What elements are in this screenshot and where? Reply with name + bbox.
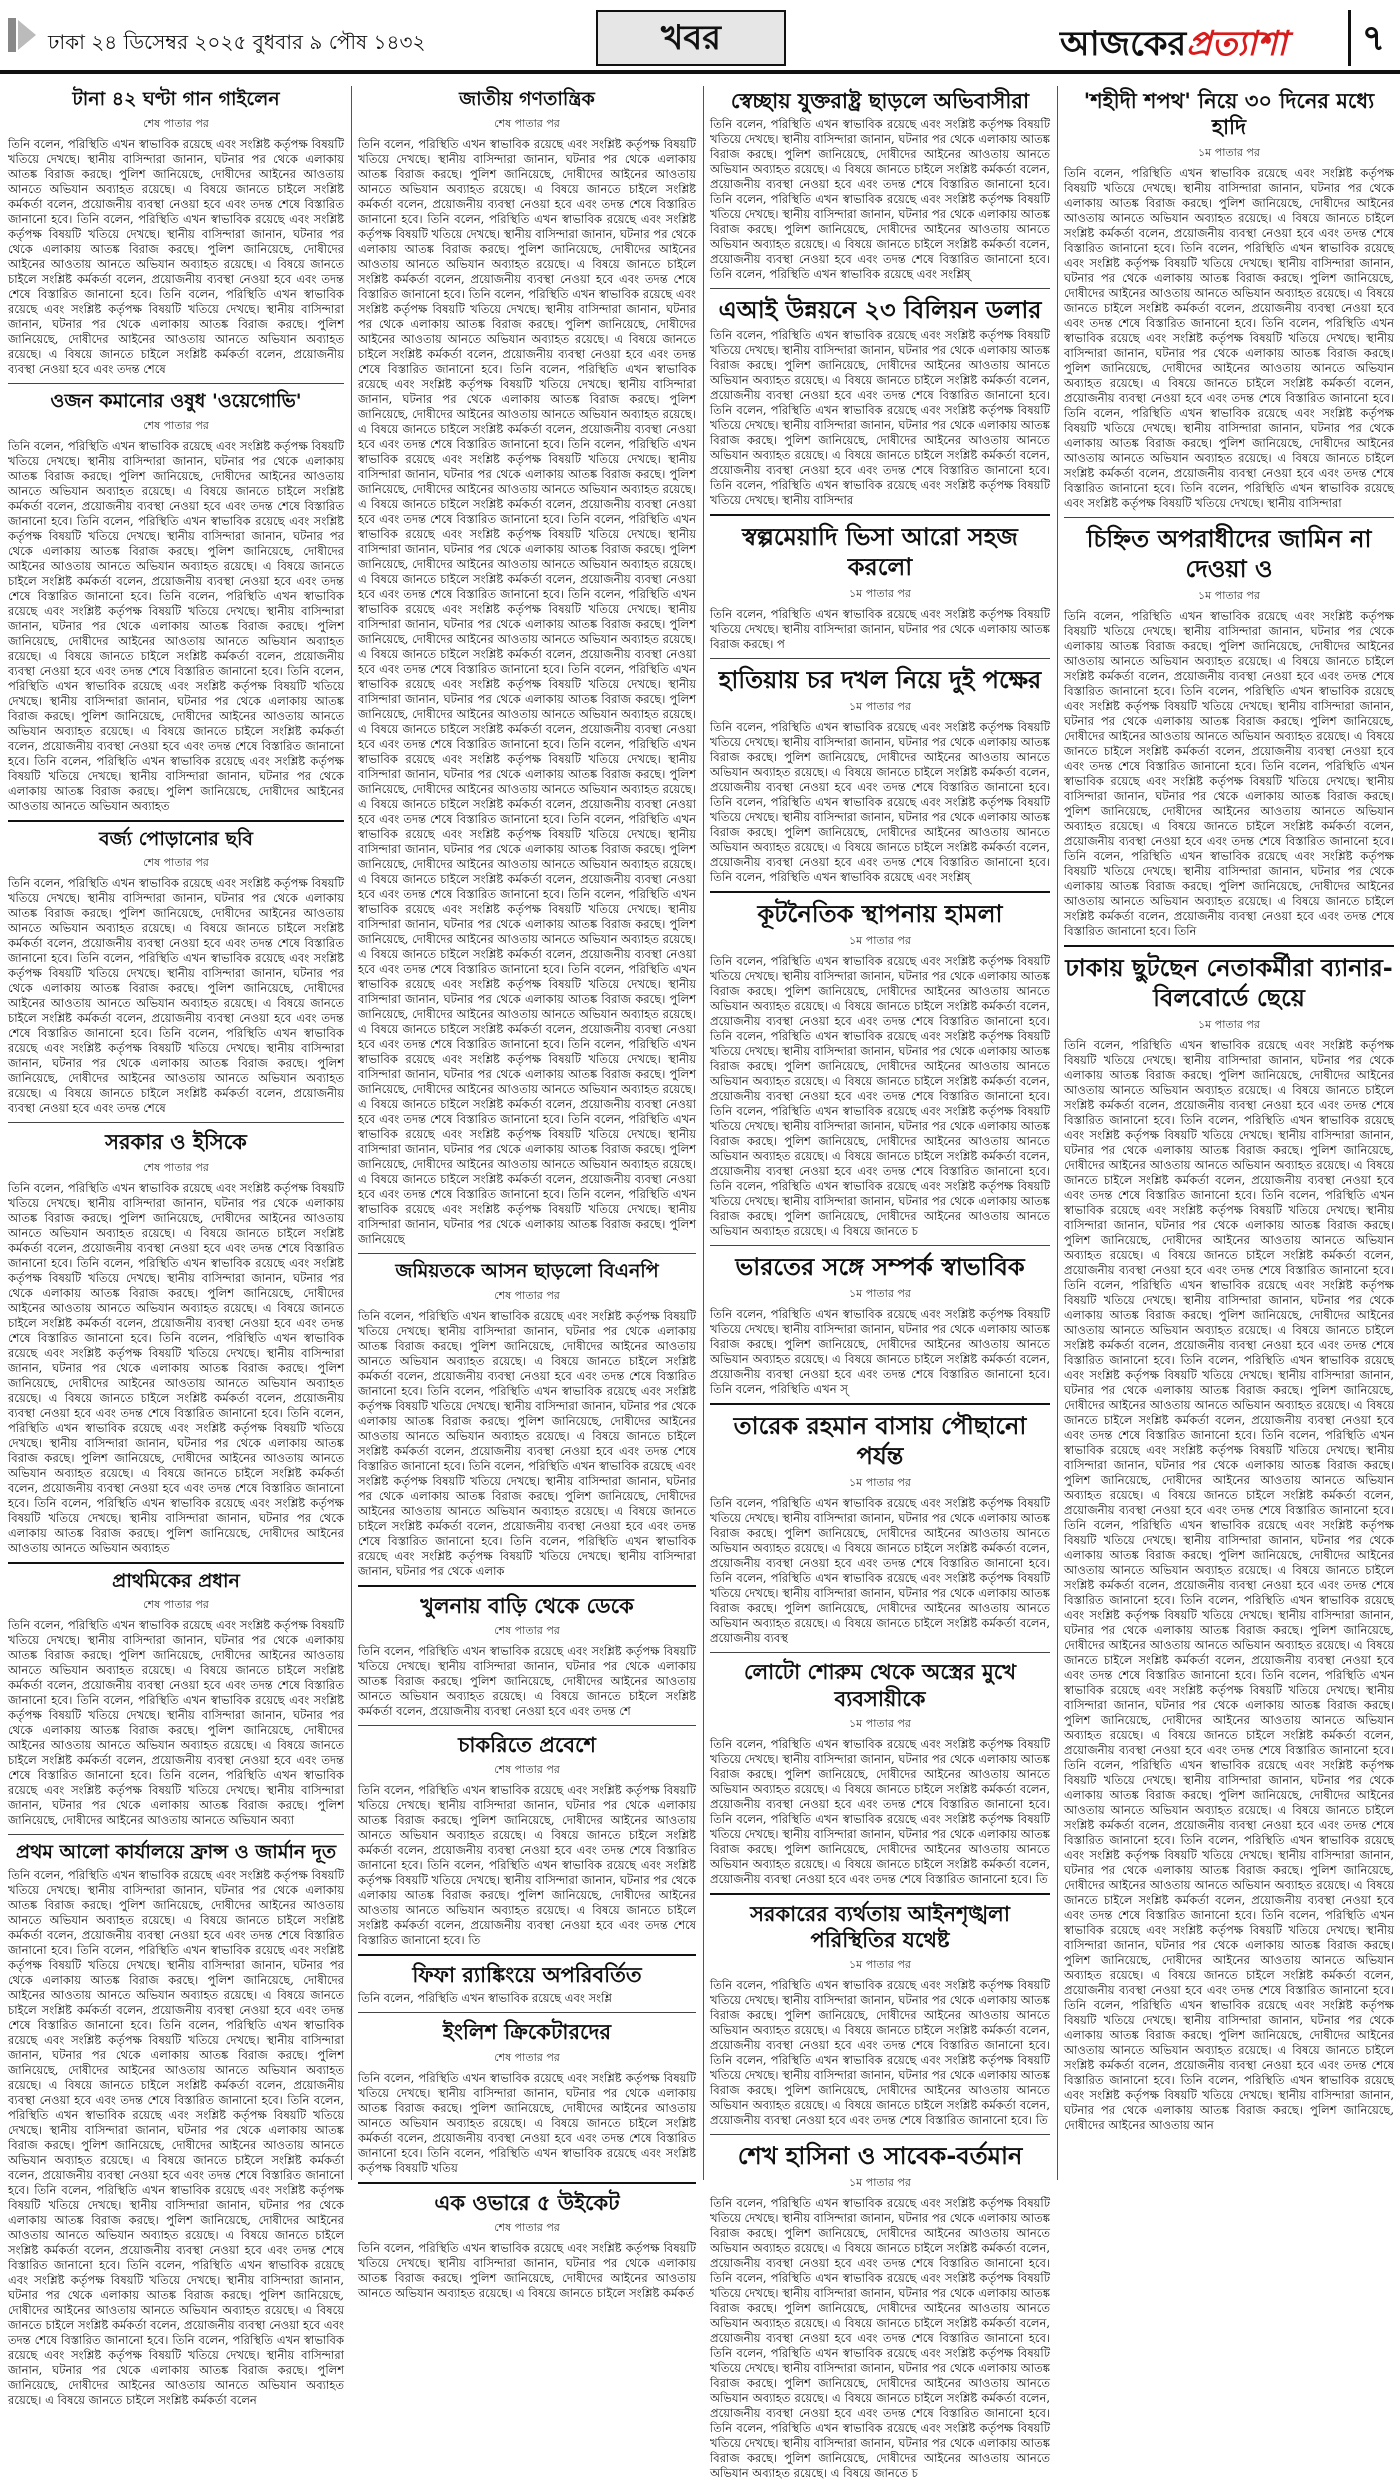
article-body: তিনি বলেন, পরিস্থিতি এখন স্বাভাবিক রয়েছে এবং সংশ্লিষ্ট কর্তৃপক্ষ বিষয়টি খতিয়ে দেখছে। স্থানীয় বাসিন্দারা জানান, ঘটনার পর থেকে এলাকায় আতঙ্ক বিরাজ করছে। পুলিশ জানিয়েছে, দোষীদের আইনের আওতায় আনতে অভিযান অব্যাহত রয়েছে। এ বিষয়ে জানতে চাইলে সংশ্লিষ্ট কর্মকর্তা বলেন, প্রয়োজনীয় ব্যবস্থা নেওয়া হবে এবং তদন্ত শেষে বিস্তারিত জানানো হবে। তিনি বলেন, পরিস্থিতি এখন স্বাভাবিক রয়েছে এবং সংশ্লিষ্ট কর্তৃপক্ষ বিষয়টি খতিয়ে দেখছে। স্থানীয় বাসিন্দারা জানান, ঘটনার পর থেকে এলাকায় আতঙ্ক বিরাজ করছে। পুলিশ জানিয়েছে, দোষীদের আইনের আওতায় আনতে অভিযান অব্যাহত রয়েছে। এ বিষয়ে জানতে চাইলে সংশ্লিষ্ট কর্মকর্তা বলেন, প্রয়োজনীয় ব্যবস্থ xyxy=(710,1496,1050,1646)
article-separator xyxy=(358,1954,696,1956)
article-body: তিনি বলেন, পরিস্থিতি এখন স্বাভাবিক রয়েছে এবং সংশ্লিষ্ট কর্তৃপক্ষ বিষয়টি খতিয়ে দেখছে। স্থানীয় বাসিন্দারা জানান, ঘটনার পর থেকে এলাকায় আতঙ্ক বিরাজ করছে। পুলিশ জানিয়েছে, দোষীদের আইনের আওতায় আনতে অভিযান অব্যাহত রয়েছে। এ বিষয়ে জানতে চাইলে সংশ্লিষ্ট কর্মকর্তা বলেন, প্রয়োজনীয় ব্যবস্থা নেওয়া হবে এবং তদন্ত শেষে বিস্তারিত জানানো হবে। তিনি বলেন, পরিস্থিতি এখন স্বাভাবিক রয়েছে এবং সংশ্লিষ্ট কর্তৃপক্ষ বিষয়টি খতিয়ে দেখছে। স্থানীয় বাসিন্দারা জানান, ঘটনার পর থেকে এলাকায় আতঙ্ক বিরাজ করছে। পুলিশ জানিয়েছে, দোষীদের আইনের আওতায় আনতে অভিযান অব্যাহত রয়েছে। এ বিষয়ে জানতে চাইলে সংশ্লিষ্ট কর্মকর্তা বলেন, প্রয়োজনীয় ব্যবস্থা নেওয়া হবে এবং তদন্ত শেষে বিস্তারিত জানানো হবে। তিনি বলেন, পরিস্থিতি এখন স্বাভাবিক রয়েছে এবং সংশ্লিষ্ xyxy=(710,720,1050,885)
article-body: তিনি বলেন, পরিস্থিতি এখন স্বাভাবিক রয়েছে এবং সংশ্লিষ্ট কর্তৃপক্ষ বিষয়টি খতিয়ে দেখছে। স্থানীয় বাসিন্দারা জানান, ঘটনার পর থেকে এলাকায় আতঙ্ক বিরাজ করছে। পুলিশ জানিয়েছে, দোষীদের আইনের আওতায় আনতে অভিযান অব্যাহত রয়েছে। এ বিষয়ে জানতে চাইলে সংশ্লিষ্ট কর্মকর্তা বলেন, প্রয়োজনীয় ব্যবস্থা নেওয়া হবে এবং তদন্ত শেষে বিস্তারিত জানানো হবে। তিনি বলেন, পরিস্থিতি এখন স্বাভাবিক রয়েছে এবং সংশ্লিষ্ট কর্তৃপক্ষ বিষয়টি খতিয়ে দেখছে। স্থানীয় বাসিন্দারা জানান, ঘটনার পর থেকে এলাকায় আতঙ্ক বিরাজ করছে। পুলিশ জানিয়েছে, দোষীদের আইনের আওতায় আনতে অভিযান অব্যাহত রয়েছে। এ বিষয়ে জানতে চাইলে সংশ্লিষ্ট কর্মকর্তা বলেন, প্রয়োজনীয় ব্যবস্থা নেওয়া হবে এবং তদন্ত শেষে বিস্তারিত জানানো হবে। তিনি বলেন, পরিস্থিতি এখন স্বাভাবিক রয়েছে এবং সংশ্লিষ্ট কর্তৃপক্ষ বিষয়টি খতিয়ে দেখছে। স্থানীয় বাসিন্দারা জানান, ঘটনার পর থেকে এলাকায় আতঙ্ক বিরাজ করছে। পুলিশ জানিয়েছে, দোষীদের আইনের আওতায় আনতে অভিযান অব্যাহত রয়েছে। এ বিষয়ে জানতে চাইলে সংশ্লিষ্ট কর্মকর্তা বলেন, প্রয়োজনীয় ব্যবস্থা নেওয়া হবে এবং তদন্ত শেষে xyxy=(8,136,344,376)
newspaper-logo xyxy=(1060,18,1287,75)
article-headline[interactable]: সরকারের ব্যর্থতায় আইনশৃঙ্খলা পরিস্থিতির যথেষ্ট xyxy=(750,1901,1010,1952)
article-headline[interactable]: ঢাকায় ছুটছেন নেতাকর্মীরা ব্যানার-বিলবোর্ডে ছেয়ে xyxy=(1065,953,1393,1012)
article-body: তিনি বলেন, পরিস্থিতি এখন স্বাভাবিক রয়েছে এবং সংশ্লিষ্ট কর্তৃপক্ষ বিষয়টি খতিয়ে দেখছে। স্থানীয় বাসিন্দারা জানান, ঘটনার পর থেকে এলাকায় আতঙ্ক বিরাজ করছে। পুলিশ জানিয়েছে, দোষীদের আইনের আওতায় আনতে অভিযান অব্যাহত রয়েছে। এ বিষয়ে জানতে চাইলে সংশ্লিষ্ট কর্মকর্তা বলেন, প্রয়োজনীয় ব্যবস্থা নেওয়া হবে এবং তদন্ত শেষে বিস্তারিত জানানো হবে। তিনি বলেন, পরিস্থিতি এখন স্বাভাবিক রয়েছে এবং সংশ্লিষ্ট কর্তৃপক্ষ বিষয়টি খতিয়ে দেখছে। স্থানীয় বাসিন্দারা জানান, ঘটনার পর থেকে এলাকায় আতঙ্ক বিরাজ করছে। পুলিশ জানিয়েছে, দোষীদের আইনের আওতায় আনতে অভিযান অব্যাহত রয়েছে। এ বিষয়ে জানতে চাইলে সংশ্লিষ্ট কর্মকর্তা বলেন, প্রয়োজনীয় ব্যবস্থা নেওয়া হবে এবং তদন্ত শেষে বিস্তারিত জানানো হবে। তিনি বলেন, পরিস্থিতি এখন স্বাভাবিক রয়েছে এবং সংশ্লিষ্ট কর্তৃপক্ষ বিষয়টি খতিয়ে দেখছে। স্থানীয় বাসিন্দারা জানান, ঘটনার পর থেকে এলাকায় আতঙ্ক বিরাজ করছে। পুলিশ জানিয়েছে, দোষীদের আইনের আওতায় আনতে অভিযান অব্যাহত রয়েছে। এ বিষয়ে জানতে চাইলে সংশ্লিষ্ট কর্মকর্তা বলেন, প্রয়োজনীয় ব্যবস্থা নেওয়া হবে এবং তদন্ত শেষে বিস্তারিত জানানো হবে। তিনি বলেন, পরিস্থিতি এখন স্বাভাবিক রয়েছে এবং সংশ্লিষ্ট কর্তৃপক্ষ বিষয়টি খতিয়ে দেখছে। স্থানীয় বাসিন্দারা জানান, ঘটনার পর থেকে এলাকায় আতঙ্ক বিরাজ করছে। পুলিশ জানিয়েছে, দোষীদের আইনের আওতায় আনতে অভিযান অব্যাহত রয়েছে। এ বিষয়ে জানতে চাইলে সংশ্লিষ্ট কর্মকর্তা বলেন, প্রয়োজনীয় ব্যবস্থা নেওয়া হবে এবং তদন্ত শেষে বিস্তারিত জানানো হবে। তিনি বলেন, পরিস্থিতি এখন স্বাভাবিক রয়েছে এবং সংশ্লিষ্ট কর্তৃপক্ষ বিষয়টি খতিয়ে দেখছে। স্থানীয় বাসিন্দারা জানান, ঘটনার পর থেকে এলাকায় আতঙ্ক বিরাজ করছে। পুলিশ জানিয়েছে, দোষীদের আইনের আওতায় আনতে অভিযান অব্যাহত রয়েছে। এ বিষয়ে জানতে চাইলে সংশ্লিষ্ট কর্মকর্তা বলেন, প্রয়োজনীয় ব্যবস্থা নেওয়া হবে এবং তদন্ত শেষে বিস্তারিত জানানো হবে। তিনি বলেন, পরিস্থিতি এখন স্বাভাবিক রয়েছে এবং সংশ্লিষ্ট কর্তৃপক্ষ বিষয়টি খতিয়ে দেখছে। স্থানীয় বাসিন্দারা জানান, ঘটনার পর থেকে এলাকায় আতঙ্ক বিরাজ করছে। পুলিশ জানিয়েছে, দোষীদের আইনের আওতায় আনতে অভিযান অব্যাহত রয়েছে। এ বিষয়ে জানতে চাইলে সংশ্লিষ্ট কর্মকর্তা বলেন, প্রয়োজনীয় ব্যবস্থা নেওয়া হবে এবং তদন্ত শেষে বিস্তারিত জানানো হবে। তিনি বলেন, পরিস্থিতি এখন স্বাভাবিক রয়েছে এবং সংশ্লিষ্ট কর্তৃপক্ষ বিষয়টি খতিয়ে দেখছে। স্থানীয় বাসিন্দারা জানান, ঘটনার পর থেকে এলাকায় আতঙ্ক বিরাজ করছে। পুলিশ জানিয়েছে, দোষীদের আইনের আওতায় আনতে অভিযান অব্যাহত রয়েছে। এ বিষয়ে জানতে চাইলে সংশ্লিষ্ট কর্মকর্তা বলেন, প্রয়োজনীয় ব্যবস্থা নেওয়া হবে এবং তদন্ত শেষে বিস্তারিত জানানো হবে। তিনি বলেন, পরিস্থিতি এখন স্বাভাবিক রয়েছে এবং সংশ্লিষ্ট কর্তৃপক্ষ বিষয়টি খতিয়ে দেখছে। স্থানীয় বাসিন্দারা জানান, ঘটনার পর থেকে এলাকায় আতঙ্ক বিরাজ করছে। পুলিশ জানিয়েছে, দোষীদের আইনের আওতায় আনতে অভিযান অব্যাহত রয়েছে। এ বিষয়ে জানতে চাইলে সংশ্লিষ্ট কর্মকর্তা বলেন, প্রয়োজনীয় ব্যবস্থা নেওয়া হবে এবং তদন্ত শেষে বিস্তারিত জানানো হবে। তিনি বলেন, পরিস্থিতি এখন স্বাভাবিক রয়েছে এবং সংশ্লিষ্ট কর্তৃপক্ষ বিষয়টি খতিয়ে দেখছে। স্থানীয় বাসিন্দারা জানান, ঘটনার পর থেকে এলাকায় আতঙ্ক বিরাজ করছে। পুলিশ জানিয়েছে, দোষীদের আইনের আওতায় আনতে অভিযান অব্যাহত রয়েছে। এ বিষয়ে জানতে চাইলে সংশ্লিষ্ট কর্মকর্তা বলেন, প্রয়োজনীয় ব্যবস্থা নেওয়া হবে এবং তদন্ত শেষে বিস্তারিত জানানো হবে। তিনি বলেন, পরিস্থিতি এখন স্বাভাবিক রয়েছে এবং সংশ্লিষ্ট কর্তৃপক্ষ বিষয়টি খতিয়ে দেখছে। স্থানীয় বাসিন্দারা জানান, ঘটনার পর থেকে এলাকায় আতঙ্ক বিরাজ করছে। পুলিশ জানিয়েছে, দোষীদের আইনের আওতায় আনতে অভিযান অব্যাহত রয়েছে। এ বিষয়ে জানতে চাইলে সংশ্লিষ্ট কর্মকর্তা বলেন, প্রয়োজনীয় ব্যবস্থা নেওয়া হবে এবং তদন্ত শেষে বিস্তারিত জানানো হবে। তিনি বলেন, পরিস্থিতি এখন স্বাভাবিক রয়েছে এবং সংশ্লিষ্ট কর্তৃপক্ষ বিষয়টি খতিয়ে দেখছে। স্থানীয় বাসিন্দারা জানান, ঘটনার পর থেকে এলাকায় আতঙ্ক বিরাজ করছে। পুলিশ জানিয়েছে, দোষীদের আইনের আওতায় আনতে অভিযান অব্যাহত রয়েছে। এ বিষয়ে জানতে চাইলে সংশ্লিষ্ট কর্মকর্তা বলেন, প্রয়োজনীয় ব্যবস্থা নেওয়া হবে এবং তদন্ত শেষে বিস্তারিত জানানো হবে। তিনি বলেন, পরিস্থিতি এখন স্বাভাবিক রয়েছে এবং সংশ্লিষ্ট কর্তৃপক্ষ বিষয়টি খতিয়ে দেখছে। স্থানীয় বাসিন্দারা জানান, ঘটনার পর থেকে এলাকায় আতঙ্ক বিরাজ করছে। পুলিশ জানিয়েছে, দোষীদের আইনের আওতায় আনতে অভিযান অব্যাহত রয়েছে। এ বিষয়ে জানতে চাইলে সংশ্লিষ্ট কর্মকর্তা বলেন, প্রয়োজনীয় ব্যবস্থা নেওয়া হবে এবং তদন্ত শেষে বিস্তারিত জানানো হবে। তিনি বলেন, পরিস্থিতি এখন স্বাভাবিক রয়েছে এবং সংশ্লিষ্ট কর্তৃপক্ষ বিষয়টি খতিয়ে দেখছে। স্থানীয় বাসিন্দারা জানান, ঘটনার পর থেকে এলাকায় আতঙ্ক বিরাজ করছে। পুলিশ জানিয়েছে, দোষীদের আইনের আওতায় আনতে অভিযান অব্যাহত রয়েছে। এ বিষয়ে জানতে চাইলে সংশ্লিষ্ট কর্মকর্তা বলেন, প্রয়োজনীয় ব্যবস্থা নেওয়া হবে এবং তদন্ত শেষে বিস্তারিত জানানো হবে। তিনি বলেন, পরিস্থিতি এখন স্বাভাবিক রয়েছে এবং সংশ্লিষ্ট কর্তৃপক্ষ বিষয়টি খতিয়ে দেখছে। স্থানীয় বাসিন্দারা জানান, ঘটনার পর থেকে এলাকায় আতঙ্ক বিরাজ করছে। পুলিশ জানিয়েছে, দোষীদের আইনের আওতায় আনতে অভিযান অব্যাহত রয়েছে। এ বিষয়ে জানতে চাইলে সংশ্লিষ্ট কর্মকর্তা বলেন, প্রয়োজনীয় ব্যবস্থা নেওয়া হবে এবং তদন্ত শেষে বিস্তারিত জানানো হবে। তিনি বলেন, পরিস্থিতি এখন স্বাভাবিক রয়েছে এবং সংশ্লিষ্ট কর্তৃপক্ষ বিষয়টি খতিয়ে দেখছে। স্থানীয় বাসিন্দারা জানান, ঘটনার পর থেকে এলাকায় আতঙ্ক বিরাজ করছে। পুলিশ জানিয়েছে xyxy=(358,136,696,1246)
article-separator xyxy=(358,2182,696,2184)
article-separator xyxy=(710,1245,1050,1246)
continuation-note: শেষ পাতার পর xyxy=(494,1288,560,1302)
article-headline[interactable]: প্রথম আলো কার্যালয়ে ফ্রান্স ও জার্মান দূত xyxy=(15,1841,337,1864)
article-separator xyxy=(710,891,1050,893)
article-headline[interactable]: স্বল্পমেয়াদি ভিসা আরো সহজ করলো xyxy=(742,523,1018,582)
article-headline[interactable]: এআই উন্নয়নে ২৩ বিলিয়ন ডলার xyxy=(718,296,1042,325)
article-separator xyxy=(710,288,1050,289)
article-headline[interactable]: প্রাথমিকের প্রধান xyxy=(112,1569,240,1592)
article xyxy=(8,1129,344,1555)
article-separator xyxy=(710,1403,1050,1405)
article-body: তিনি বলেন, পরিস্থিতি এখন স্বাভাবিক রয়েছে এবং সংশ্লিষ্ট কর্তৃপক্ষ বিষয়টি খতিয়ে দেখছে। স্থানীয় বাসিন্দারা জানান, ঘটনার পর থেকে এলাকায় আতঙ্ক বিরাজ করছে। পুলিশ জানিয়েছে, দোষীদের আইনের আওতায় আনতে অভিযান অব্যাহত রয়েছে। এ বিষয়ে জানতে চাইলে সংশ্লিষ্ট কর্মকর্তা বলেন, প্রয়োজনীয় ব্যবস্থা নেওয়া হবে এবং তদন্ত শেষে বিস্তারিত জানানো হবে। তিনি বলেন, পরিস্থিতি এখন স্বাভাবিক রয়েছে এবং সংশ্লিষ্ট কর্তৃপক্ষ বিষয়টি খতিয়ে দেখছে। স্থানীয় বাসিন্দারা জানান, ঘটনার পর থেকে এলাকায় আতঙ্ক বিরাজ করছে। পুলিশ জানিয়েছে, দোষীদের আইনের আওতায় আনতে অভিযান অব্যাহত রয়েছে। এ বিষয়ে জানতে চাইলে সংশ্লিষ্ট কর্মকর্তা বলেন, প্রয়োজনীয় ব্যবস্থা নেওয়া হবে এবং তদন্ত শেষে বিস্তারিত জানানো হবে। তিনি বলেন, পরিস্থিতি এখন স্বাভাবিক রয়েছে এবং সংশ্লিষ্ট কর্তৃপক্ষ বিষয়টি খতিয়ে দেখছে। স্থানীয় বাসিন্দারা জানান, ঘটনার পর থেকে এলাকায় আতঙ্ক বিরাজ করছে। পুলিশ জানিয়েছে, দোষীদের আইনের আওতায় আনতে অভিযান অব্যাহত রয়েছে। এ বিষয়ে জানতে চাইলে সংশ্লিষ্ট কর্মকর্তা বলেন, প্রয়োজনীয় ব্যবস্থা নেওয়া হবে এবং তদন্ত শেষে বিস্তারিত জানানো হবে। তিনি বলেন, পরিস্থিতি এখন স্বাভাবিক রয়েছে এবং সংশ্লিষ্ট কর্তৃপক্ষ বিষয়টি খতিয়ে দেখছে। স্থানীয় বাসিন্দারা জানান, ঘটনার পর থেকে এলাকায় আতঙ্ক বিরাজ করছে। পুলিশ জানিয়েছে, দোষীদের আইনের আওতায় আনতে অভিযান অব্যাহত রয়েছে। এ বিষয়ে জানতে চ xyxy=(710,954,1050,1239)
column-divider xyxy=(703,86,704,2180)
logo-part1: আজকের xyxy=(1060,24,1187,64)
article-body: তিনি বলেন, পরিস্থিতি এখন স্বাভাবিক রয়েছে এবং সংশ্লিষ্ট কর্তৃপক্ষ বিষয়টি খতিয়ে দেখছে। স্থানীয় বাসিন্দারা জানান, ঘটনার পর থেকে এলাকায় আতঙ্ক বিরাজ করছে। পুলিশ জানিয়েছে, দোষীদের আইনের আওতায় আনতে অভিযান অব্যাহত রয়েছে। এ বিষয়ে জানতে চাইলে সংশ্লিষ্ট কর্মকর্তা বলেন, প্রয়োজনীয় ব্যবস্থা নেওয়া হবে এবং তদন্ত শেষে বিস্তারিত জানানো হবে। তিনি বলেন, পরিস্থিতি এখন স্বাভাবিক রয়েছে এবং সংশ্লিষ্ট কর্তৃপক্ষ বিষয়টি খতিয়ে দেখছে। স্থানীয় বাসিন্দারা জানান, ঘটনার পর থেকে এলাকায় আতঙ্ক বিরাজ করছে। পুলিশ জানিয়েছে, দোষীদের আইনের আওতায় আনতে অভিযান অব্যাহত রয়েছে। এ বিষয়ে জানতে চাইলে সংশ্লিষ্ট কর্মকর্তা বলেন, প্রয়োজনীয় ব্যবস্থা নেওয়া হবে এবং তদন্ত শেষে বিস্তারিত জানানো হবে। তিনি বলেন, পরিস্থিতি এখন স্বাভাবিক রয়েছে এবং সংশ্লিষ্ট কর্তৃপক্ষ বিষয়টি খতিয়ে দেখছে। স্থানীয় বাসিন্দারা জানান, ঘটনার পর থেকে এলাকায় আতঙ্ক বিরাজ করছে। পুলিশ জানিয়েছে, দোষীদের আইনের আওতায় আনতে অভিযান অব্যাহত রয়েছে। এ বিষয়ে জানতে চাইলে সংশ্লিষ্ট কর্মকর্তা বলেন, প্রয়োজনীয় ব্যবস্থা নেওয়া হবে এবং তদন্ত শেষে xyxy=(8,876,344,1116)
article-body: তিনি বলেন, পরিস্থিতি এখন স্বাভাবিক রয়েছে এবং সংশ্লিষ্ট কর্তৃপক্ষ বিষয়টি খতিয়ে দেখছে। স্থানীয় বাসিন্দারা জানান, ঘটনার পর থেকে এলাকায় আতঙ্ক বিরাজ করছে। পুলিশ জানিয়েছে, দোষীদের আইনের আওতায় আনতে অভিযান অব্যাহত রয়েছে। এ বিষয়ে জানতে চাইলে সংশ্লিষ্ট কর্মকর্ত xyxy=(358,2240,696,2300)
article-separator xyxy=(1064,517,1394,518)
article-headline[interactable]: 'শহীদী শপথ' নিয়ে ৩০ দিনের মধ্যে হাদি xyxy=(1083,89,1375,140)
article xyxy=(358,1732,696,1948)
article xyxy=(710,1901,1050,2129)
article-separator xyxy=(8,383,344,384)
article xyxy=(710,1411,1050,1646)
continuation-note: শেষ পাতার পর xyxy=(143,116,209,130)
article-headline[interactable]: ওজন কমানোর ওষুধ 'ওয়েগোভি' xyxy=(50,389,302,412)
column-2 xyxy=(358,86,696,2300)
article-separator xyxy=(8,1834,344,1835)
column-divider xyxy=(1057,86,1058,2180)
continuation-note: ১ম পাতার পর xyxy=(1198,145,1260,159)
article-separator xyxy=(710,514,1050,516)
continuation-note: ১ম পাতার পর xyxy=(849,700,911,714)
article-headline[interactable]: ইংলিশ ক্রিকেটারদের xyxy=(442,2020,612,2045)
article-body: তিনি বলেন, পরিস্থিতি এখন স্বাভাবিক রয়েছে এবং সংশ্লিষ্ট কর্তৃপক্ষ বিষয়টি খতিয়ে দেখছে। স্থানীয় বাসিন্দারা জানান, ঘটনার পর থেকে এলাকায় আতঙ্ক বিরাজ করছে। পুলিশ জানিয়েছে, দোষীদের আইনের আওতায় আনতে অভিযান অব্যাহত রয়েছে। এ বিষয়ে জানতে চাইলে সংশ্লিষ্ট কর্মকর্তা বলেন, প্রয়োজনীয় ব্যবস্থা নেওয়া হবে এবং তদন্ত শেষে বিস্তারিত জানানো হবে। তিনি বলেন, পরিস্থিতি এখন স্বাভাবিক রয়েছে এবং সংশ্লিষ্ট কর্তৃপক্ষ বিষয়টি খতিয়ে দেখছে। স্থানীয় বাসিন্দারা জানান, ঘটনার পর থেকে এলাকায় আতঙ্ক বিরাজ করছে। পুলিশ জানিয়েছে, দোষীদের আইনের আওতায় আনতে অভিযান অব্যাহত রয়েছে। এ বিষয়ে জানতে চাইলে সংশ্লিষ্ট কর্মকর্তা বলেন, প্রয়োজনীয় ব্যবস্থা নেওয়া হবে এবং তদন্ত শেষে বিস্তারিত জানানো হবে। তি xyxy=(358,1783,696,1947)
continuation-note: শেষ পাতার পর xyxy=(494,2050,560,2064)
continuation-note: শেষ পাতার পর xyxy=(494,1763,560,1776)
article-separator xyxy=(358,1253,696,1254)
article xyxy=(1064,953,1394,2133)
continuation-note: ১ম পাতার পর xyxy=(1198,1017,1260,1031)
page-number: ৭ xyxy=(1348,10,1396,66)
article xyxy=(710,665,1050,885)
continuation-note: শেষ পাতার পর xyxy=(494,116,560,130)
continuation-note: শেষ পাতার পর xyxy=(494,1623,560,1637)
article xyxy=(358,2190,696,2301)
article-headline[interactable]: সরকার ও ইসিকে xyxy=(105,1130,247,1155)
article-separator xyxy=(8,820,344,822)
article-headline[interactable]: হাতিয়ায় চর দখল নিয়ে দুই পক্ষের xyxy=(718,666,1042,695)
continuation-note: শেষ পাতার পর xyxy=(143,418,209,432)
article-separator xyxy=(358,2012,696,2013)
article-separator xyxy=(710,2134,1050,2135)
article-body: তিনি বলেন, পরিস্থিতি এখন স্বাভাবিক রয়েছে এবং সংশ্লিষ্ট কর্তৃপক্ষ বিষয়টি খতিয়ে দেখছে। স্থানীয় বাসিন্দারা জানান, ঘটনার পর থেকে এলাকায় আতঙ্ক বিরাজ করছে। পুলিশ জানিয়েছে, দোষীদের আইনের আওতায় আনতে অভিযান অব্যাহত রয়েছে। এ বিষয়ে জানতে চাইলে সংশ্লিষ্ট কর্মকর্তা বলেন, প্রয়োজনীয় ব্যবস্থা নেওয়া হবে এবং তদন্ত শেষে বিস্তারিত জানানো হবে। তিনি বলেন, পরিস্থিতি এখন স্বাভাবিক রয়েছে এবং সংশ্লিষ্ট কর্তৃপক্ষ বিষয়টি খতিয়ে দেখছে। স্থানীয় বাসিন্দারা জানান, ঘটনার পর থেকে এলাকায় আতঙ্ক বিরাজ করছে। পুলিশ জানিয়েছে, দোষীদের আইনের আওতায় আনতে অভিযান অব্যাহত রয়েছে। এ বিষয়ে জানতে চাইলে সংশ্লিষ্ট কর্মকর্তা বলেন, প্রয়োজনীয় ব্যবস্থা নেওয়া হবে এবং তদন্ত শেষে বিস্তারিত জানানো হবে। তিনি বলেন, পরিস্থিতি এখন স্বাভাবিক রয়েছে এবং সংশ্লিষ্ট কর্তৃপক্ষ বিষয়টি খতিয়ে দেখছে। স্থানীয় বাসিন্দারা জানান, ঘটনার পর থেকে এলাকায় আতঙ্ক বিরাজ করছে। পুলিশ জানিয়েছে, দোষীদের আইনের আওতায় আনতে অভিযান অব্যাহত রয়েছে। এ বিষয়ে জানতে চাইলে সংশ্লিষ্ট কর্মকর্তা বলেন, প্রয়োজনীয় ব্যবস্থা নেওয়া হবে এবং তদন্ত শেষে বিস্তারিত জানানো হবে। তিনি বলেন, পরিস্থিতি এখন স্বাভাবিক রয়েছে এবং সংশ্লিষ্ট কর্তৃপক্ষ বিষয়টি খতিয়ে দেখছে। স্থানীয় বাসিন্দারা জানান, ঘটনার পর থেকে এলাকায় আতঙ্ক বিরাজ করছে। পুলিশ জানিয়েছে, দোষীদের আইনের আওতায় আনতে অভিযান অব্যাহত রয়েছে। এ বিষয়ে জানতে চাইলে সংশ্লিষ্ট কর্মকর্তা বলেন, প্রয়োজনীয় ব্যবস্থা নেওয়া হবে এবং তদন্ত শেষে বিস্তারিত জানানো হবে। তিনি বলেন, পরিস্থিতি এখন স্বাভাবিক রয়েছে এবং সংশ্লিষ্ট কর্তৃপক্ষ বিষয়টি খতিয়ে দেখছে। স্থানীয় বাসিন্দারা জানান, ঘটনার পর থেকে এলাকায় আতঙ্ক বিরাজ করছে। পুলিশ জানিয়েছে, দোষীদের আইনের আওতায় আনতে অভিযান অব্যাহত রয়েছে। এ বিষয়ে জানতে চাইলে সংশ্লিষ্ট কর্মকর্তা বলেন, প্রয়োজনীয় ব্যবস্থা নেওয়া হবে এবং তদন্ত শেষে বিস্তারিত জানানো হবে। তিনি বলেন, পরিস্থিতি এখন স্বাভাবিক রয়েছে এবং সংশ্লিষ্ট কর্তৃপক্ষ বিষয়টি খতিয়ে দেখছে। স্থানীয় বাসিন্দারা জানান, ঘটনার পর থেকে এলাকায় আতঙ্ক বিরাজ করছে। পুলিশ জানিয়েছে, দোষীদের আইনের আওতায় আনতে অভিযান অব্যাহত রয়েছে। এ বিষয়ে জানতে চাইলে সংশ্লিষ্ট কর্মকর্তা বলেন, প্রয়োজনীয় ব্যবস্থা নেওয়া হবে এবং তদন্ত শেষে বিস্তারিত জানানো হবে। তিনি বলেন, পরিস্থিতি এখন স্বাভাবিক রয়েছে এবং সংশ্লিষ্ট কর্তৃপক্ষ বিষয়টি খতিয়ে দেখছে। স্থানীয় বাসিন্দারা জানান, ঘটনার পর থেকে এলাকায় আতঙ্ক বিরাজ করছে। পুলিশ জানিয়েছে, দোষীদের আইনের আওতায় আনতে অভিযান অব্যাহত রয়েছে। এ বিষয়ে জানতে চাইলে সংশ্লিষ্ট কর্মকর্তা বলেন, প্রয়োজনীয় ব্যবস্থা নেওয়া হবে এবং তদন্ত শেষে বিস্তারিত জানানো হবে। তিনি বলেন, পরিস্থিতি এখন স্বাভাবিক রয়েছে এবং সংশ্লিষ্ট কর্তৃপক্ষ বিষয়টি খতিয়ে দেখছে। স্থানীয় বাসিন্দারা জানান, ঘটনার পর থেকে এলাকায় আতঙ্ক বিরাজ করছে। পুলিশ জানিয়েছে, দোষীদের আইনের আওতায় আনতে অভিযান অব্যাহত রয়েছে। এ বিষয়ে জানতে চাইলে সংশ্লিষ্ট কর্মকর্তা বলেন, প্রয়োজনীয় ব্যবস্থা নেওয়া হবে এবং তদন্ত শেষে বিস্তারিত জানানো হবে। তিনি বলেন, পরিস্থিতি এখন স্বাভাবিক রয়েছে এবং সংশ্লিষ্ট কর্তৃপক্ষ বিষয়টি খতিয়ে দেখছে। স্থানীয় বাসিন্দারা জানান, ঘটনার পর থেকে এলাকায় আতঙ্ক বিরাজ করছে। পুলিশ জানিয়েছে, দোষীদের আইনের আওতায় আনতে অভিযান অব্যাহত রয়েছে। এ বিষয়ে জানতে চাইলে সংশ্লিষ্ট কর্মকর্তা বলেন, প্রয়োজনীয় ব্যবস্থা নেওয়া হবে এবং তদন্ত শেষে বিস্তারিত জানানো হবে। তিনি বলেন, পরিস্থিতি এখন স্বাভাবিক রয়েছে এবং সংশ্লিষ্ট কর্তৃপক্ষ বিষয়টি খতিয়ে দেখছে। স্থানীয় বাসিন্দারা জানান, ঘটনার পর থেকে এলাকায় আতঙ্ক বিরাজ করছে। পুলিশ জানিয়েছে, দোষীদের আইনের আওতায় আনতে অভিযান অব্যাহত রয়েছে। এ বিষয়ে জানতে চাইলে সংশ্লিষ্ট কর্মকর্তা বলেন, প্রয়োজনীয় ব্যবস্থা নেওয়া হবে এবং তদন্ত শেষে বিস্তারিত জানানো হবে। তিনি বলেন, পরিস্থিতি এখন স্বাভাবিক রয়েছে এবং সংশ্লিষ্ট কর্তৃপক্ষ বিষয়টি খতিয়ে দেখছে। স্থানীয় বাসিন্দারা জানান, ঘটনার পর থেকে এলাকায় আতঙ্ক বিরাজ করছে। পুলিশ জানিয়েছে, দোষীদের আইনের আওতায় আনতে অভিযান অব্যাহত রয়েছে। এ বিষয়ে জানতে চাইলে সংশ্লিষ্ট কর্মকর্তা বলেন, প্রয়োজনীয় ব্যবস্থা নেওয়া হবে এবং তদন্ত শেষে বিস্তারিত জানানো হবে। তিনি বলেন, পরিস্থিতি এখন স্বাভাবিক রয়েছে এবং সংশ্লিষ্ট কর্তৃপক্ষ বিষয়টি খতিয়ে দেখছে। স্থানীয় বাসিন্দারা জানান, ঘটনার পর থেকে এলাকায় আতঙ্ক বিরাজ করছে। পুলিশ জানিয়েছে, দোষীদের আইনের আওতায় আনতে অভিযান অব্যাহত রয়েছে। এ বিষয়ে জানতে চাইলে সংশ্লিষ্ট কর্মকর্তা বলেন, প্রয়োজনীয় ব্যবস্থা নেওয়া হবে এবং তদন্ত শেষে বিস্তারিত জানানো হবে। তিনি বলেন, পরিস্থিতি এখন স্বাভাবিক রয়েছে এবং সংশ্লিষ্ট কর্তৃপক্ষ বিষয়টি খতিয়ে দেখছে। স্থানীয় বাসিন্দারা জানান, ঘটনার পর থেকে এলাকায় আতঙ্ক বিরাজ করছে। পুলিশ জানিয়েছে, দোষীদের আইনের আওতায় আনতে অভিযান অব্যাহত রয়েছে। এ বিষয়ে জানতে চাইলে সংশ্লিষ্ট কর্মকর্তা বলেন, প্রয়োজনীয় ব্যবস্থা নেওয়া হবে এবং তদন্ত শেষে বিস্তারিত জানানো হবে। তিনি বলেন, পরিস্থিতি এখন স্বাভাবিক রয়েছে এবং সংশ্লিষ্ট কর্তৃপক্ষ বিষয়টি খতিয়ে দেখছে। স্থানীয় বাসিন্দারা জানান, ঘটনার পর থেকে এলাকায় আতঙ্ক বিরাজ করছে। পুলিশ জানিয়েছে, দোষীদের আইনের আওতায় আন xyxy=(1064,1037,1394,2132)
continuation-note: শেষ পাতার পর xyxy=(143,1160,209,1174)
article-headline[interactable]: লোটো শোরুম থেকে অস্ত্রের মুখে ব্যবসায়ীকে xyxy=(743,1660,1017,1711)
article xyxy=(710,88,1050,282)
article xyxy=(710,522,1050,652)
article-headline[interactable]: তারেক রহমান বাসায় পৌছানো পর্যন্ত xyxy=(733,1412,1027,1471)
article-body: তিনি বলেন, পরিস্থিতি এখন স্বাভাবিক রয়েছে এবং সংশ্লিষ্ট কর্তৃপক্ষ বিষয়টি খতিয়ে দেখছে। স্থানীয় বাসিন্দারা জানান, ঘটনার পর থেকে এলাকায় আতঙ্ক বিরাজ করছে। পুলিশ জানিয়েছে, দোষীদের আইনের আওতায় আনতে অভিযান অব্যাহত রয়েছে। এ বিষয়ে জানতে চাইলে সংশ্লিষ্ট কর্মকর্তা বলেন, প্রয়োজনীয় ব্যবস্থা নেওয়া হবে এবং তদন্ত শে xyxy=(358,1643,696,1718)
article xyxy=(8,88,344,377)
column-4 xyxy=(1064,86,1394,2180)
continuation-note: ১ম পাতার পর xyxy=(849,934,911,948)
article-body: তিনি বলেন, পরিস্থিতি এখন স্বাভাবিক রয়েছে এবং সংশ্লিষ্ট কর্তৃপক্ষ বিষয়টি খতিয়ে দেখছে। স্থানীয় বাসিন্দারা জানান, ঘটনার পর থেকে এলাকায় আতঙ্ক বিরাজ করছে। পুলিশ জানিয়েছে, দোষীদের আইনের আওতায় আনতে অভিযান অব্যাহত রয়েছে। এ বিষয়ে জানতে চাইলে সংশ্লিষ্ট কর্মকর্তা বলেন, প্রয়োজনীয় ব্যবস্থা নেওয়া হবে এবং তদন্ত শেষে বিস্তারিত জানানো হবে। তিনি বলেন, পরিস্থিতি এখন স্ xyxy=(710,1307,1050,1397)
article-headline[interactable]: চাকরিতে প্রবেশে xyxy=(458,1732,596,1757)
article-separator xyxy=(358,1725,696,1726)
article-headline[interactable]: এক ওভারে ৫ উইকেট xyxy=(434,2190,620,2215)
article xyxy=(8,1570,344,1829)
article xyxy=(358,1593,696,1719)
continuation-note: শেষ পাতার পর xyxy=(494,2220,560,2234)
article-body: তিনি বলেন, পরিস্থিতি এখন স্বাভাবিক রয়েছে এবং সংশ্লিষ্ট কর্তৃপক্ষ বিষয়টি খতিয়ে দেখছে। স্থানীয় বাসিন্দারা জানান, ঘটনার পর থেকে এলাকায় আতঙ্ক বিরাজ করছে। পুলিশ জানিয়েছে, দোষীদের আইনের আওতায় আনতে অভিযান অব্যাহত রয়েছে। এ বিষয়ে জানতে চাইলে সংশ্লিষ্ট কর্মকর্তা বলেন, প্রয়োজনীয় ব্যবস্থা নেওয়া হবে এবং তদন্ত শেষে বিস্তারিত জানানো হবে। তিনি বলেন, পরিস্থিতি এখন স্বাভাবিক রয়েছে এবং সংশ্লিষ্ট কর্তৃপক্ষ বিষয়টি খতিয়ে দেখছে। স্থানীয় বাসিন্দারা জানান, ঘটনার পর থেকে এলাকায় আতঙ্ক বিরাজ করছে। পুলিশ জানিয়েছে, দোষীদের আইনের আওতায় আনতে অভিযান অব্যাহত রয়েছে। এ বিষয়ে জানতে চাইলে সংশ্লিষ্ট কর্মকর্তা বলেন, প্রয়োজনীয় ব্যবস্থা নেওয়া হবে এবং তদন্ত শেষে বিস্তারিত জানানো হবে। তিনি বলেন, পরিস্থিতি এখন স্বাভাবিক রয়েছে এবং সংশ্লিষ্ট কর্তৃপক্ষ বিষয়টি খতিয়ে দেখছে। স্থানীয় বাসিন্দারা জানান, ঘটনার পর থেকে এলাকায় আতঙ্ক বিরাজ করছে। পুলিশ জানিয়েছে, দোষীদের আইনের আওতায় আনতে অভিযান অব্যাহত রয়েছে। এ বিষয়ে জানতে চাইলে সংশ্লিষ্ট কর্মকর্তা বলেন, প্রয়োজনীয় ব্যবস্থা নেওয়া হবে এবং তদন্ত শেষে বিস্তারিত জানানো হবে। তিনি বলেন, পরিস্থিতি এখন স্বাভাবিক রয়েছে এবং সংশ্লিষ্ট কর্তৃপক্ষ বিষয়টি খতিয়ে দেখছে। স্থানীয় বাসিন্দারা জানান, ঘটনার পর থেকে এলাকায় আতঙ্ক বিরাজ করছে। পুলিশ জানিয়েছে, দোষীদের আইনের আওতায় আনতে অভিযান অব্যাহত রয়েছে। এ বিষয়ে জানতে চাইলে সংশ্লিষ্ট কর্মকর্তা বলেন, প্রয়োজনীয় ব্যবস্থা নেওয়া হবে এবং তদন্ত শেষে বিস্তারিত জানানো হবে। তিনি বলেন, পরিস্থিতি এখন স্বাভাবিক রয়েছে এবং সংশ্লিষ্ট কর্তৃপক্ষ বিষয়টি খতিয়ে দেখছে। স্থানীয় বাসিন্দারা xyxy=(1064,165,1394,510)
article-separator xyxy=(710,1893,1050,1895)
continuation-note: ১ম পাতার পর xyxy=(849,1287,911,1301)
article-headline[interactable]: কূটনৈতিক স্থাপনায় হামলা xyxy=(757,900,1003,929)
article-headline[interactable]: ফিফা র‍্যাঙ্কিংয়ে অপরিবর্তিত xyxy=(412,1963,642,1987)
continuation-note: ১ম পাতার পর xyxy=(849,2176,911,2190)
article-headline[interactable]: জাতীয় গণতান্ত্রিক xyxy=(459,88,595,110)
article-headline[interactable]: টানা ৪২ ঘণ্টা গান গাইলেন xyxy=(72,88,280,110)
article xyxy=(8,828,344,1117)
article-separator xyxy=(1064,945,1394,947)
article-body: তিনি বলেন, পরিস্থিতি এখন স্বাভাবিক রয়েছে এবং সংশ্লিষ্ট কর্তৃপক্ষ বিষয়টি খতিয়ে দেখছে। স্থানীয় বাসিন্দারা জানান, ঘটনার পর থেকে এলাকায় আতঙ্ক বিরাজ করছে। পুলিশ জানিয়েছে, দোষীদের আইনের আওতায় আনতে অভিযান অব্যাহত রয়েছে। এ বিষয়ে জানতে চাইলে সংশ্লিষ্ট কর্মকর্তা বলেন, প্রয়োজনীয় ব্যবস্থা নেওয়া হবে এবং তদন্ত শেষে বিস্তারিত জানানো হবে। তিনি বলেন, পরিস্থিতি এখন স্বাভাবিক রয়েছে এবং সংশ্লিষ্ট কর্তৃপক্ষ বিষয়টি খতিয়ে দেখছে। স্থানীয় বাসিন্দারা জানান, ঘটনার পর থেকে এলাকায় আতঙ্ক বিরাজ করছে। পুলিশ জানিয়েছে, দোষীদের আইনের আওতায় আনতে অভিযান অব্যাহত রয়েছে। এ বিষয়ে জানতে চাইলে সংশ্লিষ্ট কর্মকর্তা বলেন, প্রয়োজনীয় ব্যবস্থা নেওয়া হবে এবং তদন্ত শেষে বিস্তারিত জানানো হবে। তিনি বলেন, পরিস্থিতি এখন স্বাভাবিক রয়েছে এবং সংশ্লিষ্ xyxy=(710,117,1050,282)
article-body: তিনি বলেন, পরিস্থিতি এখন স্বাভাবিক রয়েছে এবং সংশ্লিষ্ট কর্তৃপক্ষ বিষয়টি খতিয়ে দেখছে। স্থানীয় বাসিন্দারা জানান, ঘটনার পর থেকে এলাকায় আতঙ্ক বিরাজ করছে। পুলিশ জানিয়েছে, দোষীদের আইনের আওতায় আনতে অভিযান অব্যাহত রয়েছে। এ বিষয়ে জানতে চাইলে সংশ্লিষ্ট কর্মকর্তা বলেন, প্রয়োজনীয় ব্যবস্থা নেওয়া হবে এবং তদন্ত শেষে বিস্তারিত জানানো হবে। তিনি বলেন, পরিস্থিতি এখন স্বাভাবিক রয়েছে এবং সংশ্লিষ্ট কর্তৃপক্ষ বিষয়টি খতিয়ে দেখছে। স্থানীয় বাসিন্দারা জানান, ঘটনার পর থেকে এলাকায় আতঙ্ক বিরাজ করছে। পুলিশ জানিয়েছে, দোষীদের আইনের আওতায় আনতে অভিযান অব্যাহত রয়েছে। এ বিষয়ে জানতে চাইলে সংশ্লিষ্ট কর্মকর্তা বলেন, প্রয়োজনীয় ব্যবস্থা নেওয়া হবে এবং তদন্ত শেষে বিস্তারিত জানানো হবে। তি xyxy=(710,1978,1050,2128)
article xyxy=(710,1659,1050,1887)
article-separator xyxy=(710,658,1050,659)
article xyxy=(358,2019,696,2175)
article-separator xyxy=(8,1122,344,1123)
article xyxy=(8,390,344,814)
article-body: তিনি বলেন, পরিস্থিতি এখন স্বাভাবিক রয়েছে এবং সংশ্লিষ্ট কর্তৃপক্ষ বিষয়টি খতিয়ে দেখছে। স্থানীয় বাসিন্দারা জানান, ঘটনার পর থেকে এলাকায় আতঙ্ক বিরাজ করছে। পুলিশ জানিয়েছে, দোষীদের আইনের আওতায় আনতে অভিযান অব্যাহত রয়েছে। এ বিষয়ে জানতে চাইলে সংশ্লিষ্ট কর্মকর্তা বলেন, প্রয়োজনীয় ব্যবস্থা নেওয়া হবে এবং তদন্ত শেষে বিস্তারিত জানানো হবে। তিনি বলেন, পরিস্থিতি এখন স্বাভাবিক রয়েছে এবং সংশ্লিষ্ট কর্তৃপক্ষ বিষয়টি খতিয়ে দেখছে। স্থানীয় বাসিন্দারা জানান, ঘটনার পর থেকে এলাকায় আতঙ্ক বিরাজ করছে। পুলিশ জানিয়েছে, দোষীদের আইনের আওতায় আনতে অভিযান অব্যাহত রয়েছে। এ বিষয়ে জানতে চাইলে সংশ্লিষ্ট কর্মকর্তা বলেন, প্রয়োজনীয় ব্যবস্থা নেওয়া হবে এবং তদন্ত শেষে বিস্তারিত জানানো হবে। তিনি বলেন, পরিস্থিতি এখন স্বাভাবিক রয়েছে এবং সংশ্লিষ্ট কর্তৃপক্ষ বিষয়টি খতিয়ে দেখছে। স্থানীয় বাসিন্দার xyxy=(710,328,1050,508)
article-body: তিনি বলেন, পরিস্থিতি এখন স্বাভাবিক রয়েছে এবং সংশ্লি xyxy=(358,1991,612,2006)
article xyxy=(1064,88,1394,511)
article-headline[interactable]: জমিয়তকে আসন ছাড়লো বিএনপি xyxy=(395,1259,659,1282)
article xyxy=(1064,524,1394,939)
article-body: তিনি বলেন, পরিস্থিতি এখন স্বাভাবিক রয়েছে এবং সংশ্লিষ্ট কর্তৃপক্ষ বিষয়টি খতিয়ে দেখছে। স্থানীয় বাসিন্দারা জানান, ঘটনার পর থেকে এলাকায় আতঙ্ক বিরাজ করছে। পুলিশ জানিয়েছে, দোষীদের আইনের আওতায় আনতে অভিযান অব্যাহত রয়েছে। এ বিষয়ে জানতে চাইলে সংশ্লিষ্ট কর্মকর্তা বলেন, প্রয়োজনীয় ব্যবস্থা নেওয়া হবে এবং তদন্ত শেষে বিস্তারিত জানানো হবে। তিনি বলেন, পরিস্থিতি এখন স্বাভাবিক রয়েছে এবং সংশ্লিষ্ট কর্তৃপক্ষ বিষয়টি খতিয়ে দেখছে। স্থানীয় বাসিন্দারা জানান, ঘটনার পর থেকে এলাকায় আতঙ্ক বিরাজ করছে। পুলিশ জানিয়েছে, দোষীদের আইনের আওতায় আনতে অভিযান অব্যাহত রয়েছে। এ বিষয়ে জানতে চাইলে সংশ্লিষ্ট কর্মকর্তা বলেন, প্রয়োজনীয় ব্যবস্থা নেওয়া হবে এবং তদন্ত শেষে বিস্তারিত জানানো হবে। তিনি বলেন, পরিস্থিতি এখন স্বাভাবিক রয়েছে এবং সংশ্লিষ্ট কর্তৃপক্ষ বিষয়টি খতিয়ে দেখছে। স্থানীয় বাসিন্দারা জানান, ঘটনার পর থেকে এলাকায় আতঙ্ক বিরাজ করছে। পুলিশ জানিয়েছে, দোষীদের আইনের আওতায় আনতে অভিযান অব্যাহত রয়েছে। এ বিষয়ে জানতে চাইলে সংশ্লিষ্ট কর্মকর্তা বলেন, প্রয়োজনীয় ব্যবস্থা নেওয়া হবে এবং তদন্ত শেষে বিস্তারিত জানানো হবে। তিনি বলেন, পরিস্থিতি এখন স্বাভাবিক রয়েছে এবং সংশ্লিষ্ট কর্তৃপক্ষ বিষয়টি খতিয়ে দেখছে। স্থানীয় বাসিন্দারা জানান, ঘটনার পর থেকে এলাকায় আতঙ্ক বিরাজ করছে। পুলিশ জানিয়েছে, দোষীদের আইনের আওতায় আনতে অভিযান অব্যাহত রয়েছে। এ বিষয়ে জানতে চাইলে সংশ্লিষ্ট কর্মকর্তা বলেন, প্রয়োজনীয় ব্যবস্থা নেওয়া হবে এবং তদন্ত শেষে বিস্তারিত জানানো হবে। তিনি বলেন, পরিস্থিতি এখন স্বাভাবিক রয়েছে এবং সংশ্লিষ্ট কর্তৃপক্ষ বিষয়টি খতিয়ে দেখছে। স্থানীয় বাসিন্দারা জানান, ঘটনার পর থেকে এলাকায় আতঙ্ক বিরাজ করছে। পুলিশ জানিয়েছে, দোষীদের আইনের আওতায় আনতে অভিযান অব্যাহত xyxy=(8,1180,344,1555)
section-title: খবর xyxy=(596,10,786,66)
article-headline[interactable]: চিহ্নিত অপরাধীদের জামিন না দেওয়া ও xyxy=(1086,524,1372,583)
continuation-note: শেষ পাতার পর xyxy=(143,856,209,870)
article-headline[interactable]: ভারতের সঙ্গে সম্পর্ক স্বাভাবিক xyxy=(735,1253,1025,1282)
column-1 xyxy=(8,86,344,2407)
article-headline[interactable]: শেখ হাসিনা ও সাবেক-বর্তমান xyxy=(737,2142,1023,2171)
page-arrow-icon xyxy=(8,18,38,52)
article-headline[interactable]: স্বেচ্ছায় যুক্তরাষ্ট্র ছাড়লে অভিবাসীরা xyxy=(730,89,1030,113)
continuation-note: ১ম পাতার পর xyxy=(849,1476,911,1490)
article-separator xyxy=(710,1652,1050,1653)
column-divider xyxy=(351,86,352,2180)
article xyxy=(710,1252,1050,1397)
article-body: তিনি বলেন, পরিস্থিতি এখন স্বাভাবিক রয়েছে এবং সংশ্লিষ্ট কর্তৃপক্ষ বিষয়টি খতিয়ে দেখছে। স্থানীয় বাসিন্দারা জানান, ঘটনার পর থেকে এলাকায় আতঙ্ক বিরাজ করছে। প xyxy=(710,607,1050,652)
article-body: তিনি বলেন, পরিস্থিতি এখন স্বাভাবিক রয়েছে এবং সংশ্লিষ্ট কর্তৃপক্ষ বিষয়টি খতিয়ে দেখছে। স্থানীয় বাসিন্দারা জানান, ঘটনার পর থেকে এলাকায় আতঙ্ক বিরাজ করছে। পুলিশ জানিয়েছে, দোষীদের আইনের আওতায় আনতে অভিযান অব্যাহত রয়েছে। এ বিষয়ে জানতে চাইলে সংশ্লিষ্ট কর্মকর্তা বলেন, প্রয়োজনীয় ব্যবস্থা নেওয়া হবে এবং তদন্ত শেষে বিস্তারিত জানানো হবে। তিনি বলেন, পরিস্থিতি এখন স্বাভাবিক রয়েছে এবং সংশ্লিষ্ট কর্তৃপক্ষ বিষয়টি খতিয়ে দেখছে। স্থানীয় বাসিন্দারা জানান, ঘটনার পর থেকে এলাকায় আতঙ্ক বিরাজ করছে। পুলিশ জানিয়েছে, দোষীদের আইনের আওতায় আনতে অভিযান অব্যাহত রয়েছে। এ বিষয়ে জানতে চাইলে সংশ্লিষ্ট কর্মকর্তা বলেন, প্রয়োজনীয় ব্যবস্থা নেওয়া হবে এবং তদন্ত শেষে বিস্তারিত জানানো হবে। তি xyxy=(710,1736,1050,1886)
article-body: তিনি বলেন, পরিস্থিতি এখন স্বাভাবিক রয়েছে এবং সংশ্লিষ্ট কর্তৃপক্ষ বিষয়টি খতিয়ে দেখছে। স্থানীয় বাসিন্দারা জানান, ঘটনার পর থেকে এলাকায় আতঙ্ক বিরাজ করছে। পুলিশ জানিয়েছে, দোষীদের আইনের আওতায় আনতে অভিযান অব্যাহত রয়েছে। এ বিষয়ে জানতে চাইলে সংশ্লিষ্ট কর্মকর্তা বলেন, প্রয়োজনীয় ব্যবস্থা নেওয়া হবে এবং তদন্ত শেষে বিস্তারিত জানানো হবে। তিনি বলেন, পরিস্থিতি এখন স্বাভাবিক রয়েছে এবং সংশ্লিষ্ট কর্তৃপক্ষ বিষয়টি খতিয় xyxy=(358,2070,696,2175)
logo-part2: প্রত্যাশা xyxy=(1186,24,1287,64)
article xyxy=(710,2141,1050,2481)
continuation-note: ১ম পাতার পর xyxy=(849,587,911,601)
masthead xyxy=(0,0,1400,74)
article-headline[interactable]: বর্জ্য পোড়ানোর ছবি xyxy=(99,827,253,850)
article xyxy=(710,295,1050,508)
date-line: ঢাকা ২৪ ডিসেম্বর ২০২৫ বুধবার ৯ পৌষ ১৪৩২ xyxy=(48,30,426,54)
article-body: তিনি বলেন, পরিস্থিতি এখন স্বাভাবিক রয়েছে এবং সংশ্লিষ্ট কর্তৃপক্ষ বিষয়টি খতিয়ে দেখছে। স্থানীয় বাসিন্দারা জানান, ঘটনার পর থেকে এলাকায় আতঙ্ক বিরাজ করছে। পুলিশ জানিয়েছে, দোষীদের আইনের আওতায় আনতে অভিযান অব্যাহত রয়েছে। এ বিষয়ে জানতে চাইলে সংশ্লিষ্ট কর্মকর্তা বলেন, প্রয়োজনীয় ব্যবস্থা নেওয়া হবে এবং তদন্ত শেষে বিস্তারিত জানানো হবে। তিনি বলেন, পরিস্থিতি এখন স্বাভাবিক রয়েছে এবং সংশ্লিষ্ট কর্তৃপক্ষ বিষয়টি খতিয়ে দেখছে। স্থানীয় বাসিন্দারা জানান, ঘটনার পর থেকে এলাকায় আতঙ্ক বিরাজ করছে। পুলিশ জানিয়েছে, দোষীদের আইনের আওতায় আনতে অভিযান অব্যাহত রয়েছে। এ বিষয়ে জানতে চাইলে সংশ্লিষ্ট কর্মকর্তা বলেন, প্রয়োজনীয় ব্যবস্থা নেওয়া হবে এবং তদন্ত শেষে বিস্তারিত জানানো হবে। তিনি বলেন, পরিস্থিতি এখন স্বাভাবিক রয়েছে এবং সংশ্লিষ্ট কর্তৃপক্ষ বিষয়টি খতিয়ে দেখছে। স্থানীয় বাসিন্দারা জানান, ঘটনার পর থেকে এলাকায় আতঙ্ক বিরাজ করছে। পুলিশ জানিয়েছে, দোষীদের আইনের আওতায় আনতে অভিযান অব্যাহত রয়েছে। এ বিষয়ে জানতে চাইলে সংশ্লিষ্ট কর্মকর্তা বলেন, প্রয়োজনীয় ব্যবস্থা নেওয়া হবে এবং তদন্ত শেষে বিস্তারিত জানানো হবে। তিনি বলেন, পরিস্থিতি এখন স্বাভাবিক রয়েছে এবং সংশ্লিষ্ট কর্তৃপক্ষ বিষয়টি খতিয়ে দেখছে। স্থানীয় বাসিন্দারা জানান, ঘটনার পর থেকে এলাকায় আতঙ্ক বিরাজ করছে। পুলিশ জানিয়েছে, দোষীদের আইনের আওতায় আনতে অভিযান অব্যাহত রয়েছে। এ বিষয়ে জানতে চ xyxy=(710,2196,1050,2481)
column-3 xyxy=(710,86,1050,2481)
article xyxy=(358,1260,696,1579)
article xyxy=(710,899,1050,1239)
article xyxy=(358,1962,696,2006)
article-body: তিনি বলেন, পরিস্থিতি এখন স্বাভাবিক রয়েছে এবং সংশ্লিষ্ট কর্তৃপক্ষ বিষয়টি খতিয়ে দেখছে। স্থানীয় বাসিন্দারা জানান, ঘটনার পর থেকে এলাকায় আতঙ্ক বিরাজ করছে। পুলিশ জানিয়েছে, দোষীদের আইনের আওতায় আনতে অভিযান অব্যাহত রয়েছে। এ বিষয়ে জানতে চাইলে সংশ্লিষ্ট কর্মকর্তা বলেন, প্রয়োজনীয় ব্যবস্থা নেওয়া হবে এবং তদন্ত শেষে বিস্তারিত জানানো হবে। তিনি বলেন, পরিস্থিতি এখন স্বাভাবিক রয়েছে এবং সংশ্লিষ্ট কর্তৃপক্ষ বিষয়টি খতিয়ে দেখছে। স্থানীয় বাসিন্দারা জানান, ঘটনার পর থেকে এলাকায় আতঙ্ক বিরাজ করছে। পুলিশ জানিয়েছে, দোষীদের আইনের আওতায় আনতে অভিযান অব্যাহত রয়েছে। এ বিষয়ে জানতে চাইলে সংশ্লিষ্ট কর্মকর্তা বলেন, প্রয়োজনীয় ব্যবস্থা নেওয়া হবে এবং তদন্ত শেষে বিস্তারিত জানানো হবে। তিনি বলেন, পরিস্থিতি এখন স্বাভাবিক রয়েছে এবং সংশ্লিষ্ট কর্তৃপক্ষ বিষয়টি খতিয়ে দেখছে। স্থানীয় বাসিন্দারা জানান, ঘটনার পর থেকে এলাকায় আতঙ্ক বিরাজ করছে। পুলিশ জানিয়েছে, দোষীদের আইনের আওতায় আনতে অভিযান অব্যাহত রয়েছে। এ বিষয়ে জানতে চাইলে সংশ্লিষ্ট কর্মকর্তা বলেন, প্রয়োজনীয় ব্যবস্থা নেওয়া হবে এবং তদন্ত শেষে বিস্তারিত জানানো হবে। তিনি বলেন, পরিস্থিতি এখন স্বাভাবিক রয়েছে এবং সংশ্লিষ্ট কর্তৃপক্ষ বিষয়টি খতিয়ে দেখছে। স্থানীয় বাসিন্দারা জানান, ঘটনার পর থেকে এলাক xyxy=(358,1308,696,1578)
article-body: তিনি বলেন, পরিস্থিতি এখন স্বাভাবিক রয়েছে এবং সংশ্লিষ্ট কর্তৃপক্ষ বিষয়টি খতিয়ে দেখছে। স্থানীয় বাসিন্দারা জানান, ঘটনার পর থেকে এলাকায় আতঙ্ক বিরাজ করছে। পুলিশ জানিয়েছে, দোষীদের আইনের আওতায় আনতে অভিযান অব্যাহত রয়েছে। এ বিষয়ে জানতে চাইলে সংশ্লিষ্ট কর্মকর্তা বলেন, প্রয়োজনীয় ব্যবস্থা নেওয়া হবে এবং তদন্ত শেষে বিস্তারিত জানানো হবে। তিনি বলেন, পরিস্থিতি এখন স্বাভাবিক রয়েছে এবং সংশ্লিষ্ট কর্তৃপক্ষ বিষয়টি খতিয়ে দেখছে। স্থানীয় বাসিন্দারা জানান, ঘটনার পর থেকে এলাকায় আতঙ্ক বিরাজ করছে। পুলিশ জানিয়েছে, দোষীদের আইনের আওতায় আনতে অভিযান অব্যাহত রয়েছে। এ বিষয়ে জানতে চাইলে সংশ্লিষ্ট কর্মকর্তা বলেন, প্রয়োজনীয় ব্যবস্থা নেওয়া হবে এবং তদন্ত শেষে বিস্তারিত জানানো হবে। তিনি বলেন, পরিস্থিতি এখন স্বাভাবিক রয়েছে এবং সংশ্লিষ্ট কর্তৃপক্ষ বিষয়টি খতিয়ে দেখছে। স্থানীয় বাসিন্দারা জানান, ঘটনার পর থেকে এলাকায় আতঙ্ক বিরাজ করছে। পুলিশ জানিয়েছে, দোষীদের আইনের আওতায় আনতে অভিযান অব্যা xyxy=(8,1618,344,1828)
article xyxy=(358,88,696,1247)
continuation-note: ১ম পাতার পর xyxy=(1198,588,1260,602)
article-separator xyxy=(8,1562,344,1564)
article-separator xyxy=(358,1585,696,1587)
continuation-note: শেষ পাতার পর xyxy=(143,1598,209,1612)
continuation-note: ১ম পাতার পর xyxy=(849,1958,911,1972)
article-body: তিনি বলেন, পরিস্থিতি এখন স্বাভাবিক রয়েছে এবং সংশ্লিষ্ট কর্তৃপক্ষ বিষয়টি খতিয়ে দেখছে। স্থানীয় বাসিন্দারা জানান, ঘটনার পর থেকে এলাকায় আতঙ্ক বিরাজ করছে। পুলিশ জানিয়েছে, দোষীদের আইনের আওতায় আনতে অভিযান অব্যাহত রয়েছে। এ বিষয়ে জানতে চাইলে সংশ্লিষ্ট কর্মকর্তা বলেন, প্রয়োজনীয় ব্যবস্থা নেওয়া হবে এবং তদন্ত শেষে বিস্তারিত জানানো হবে। তিনি বলেন, পরিস্থিতি এখন স্বাভাবিক রয়েছে এবং সংশ্লিষ্ট কর্তৃপক্ষ বিষয়টি খতিয়ে দেখছে। স্থানীয় বাসিন্দারা জানান, ঘটনার পর থেকে এলাকায় আতঙ্ক বিরাজ করছে। পুলিশ জানিয়েছে, দোষীদের আইনের আওতায় আনতে অভিযান অব্যাহত রয়েছে। এ বিষয়ে জানতে চাইলে সংশ্লিষ্ট কর্মকর্তা বলেন, প্রয়োজনীয় ব্যবস্থা নেওয়া হবে এবং তদন্ত শেষে বিস্তারিত জানানো হবে। তিনি বলেন, পরিস্থিতি এখন স্বাভাবিক রয়েছে এবং সংশ্লিষ্ট কর্তৃপক্ষ বিষয়টি খতিয়ে দেখছে। স্থানীয় বাসিন্দারা জানান, ঘটনার পর থেকে এলাকায় আতঙ্ক বিরাজ করছে। পুলিশ জানিয়েছে, দোষীদের আইনের আওতায় আনতে অভিযান অব্যাহত রয়েছে। এ বিষয়ে জানতে চাইলে সংশ্লিষ্ট কর্মকর্তা বলেন, প্রয়োজনীয় ব্যবস্থা নেওয়া হবে এবং তদন্ত শেষে বিস্তারিত জানানো হবে। তিনি বলেন, পরিস্থিতি এখন স্বাভাবিক রয়েছে এবং সংশ্লিষ্ট কর্তৃপক্ষ বিষয়টি খতিয়ে দেখছে। স্থানীয় বাসিন্দারা জানান, ঘটনার পর থেকে এলাকায় আতঙ্ক বিরাজ করছে। পুলিশ জানিয়েছে, দোষীদের আইনের আওতায় আনতে অভিযান অব্যাহত রয়েছে। এ বিষয়ে জানতে চাইলে সংশ্লিষ্ট কর্মকর্তা বলেন, প্রয়োজনীয় ব্যবস্থা নেওয়া হবে এবং তদন্ত শেষে বিস্তারিত জানানো হবে। তিনি বলেন, পরিস্থিতি এখন স্বাভাবিক রয়েছে এবং সংশ্লিষ্ট কর্তৃপক্ষ বিষয়টি খতিয়ে দেখছে। স্থানীয় বাসিন্দারা জানান, ঘটনার পর থেকে এলাকায় আতঙ্ক বিরাজ করছে। পুলিশ জানিয়েছে, দোষীদের আইনের আওতায় আনতে অভিযান অব্যাহত xyxy=(8,438,344,813)
continuation-note: ১ম পাতার পর xyxy=(849,1716,911,1730)
article-body: তিনি বলেন, পরিস্থিতি এখন স্বাভাবিক রয়েছে এবং সংশ্লিষ্ট কর্তৃপক্ষ বিষয়টি খতিয়ে দেখছে। স্থানীয় বাসিন্দারা জানান, ঘটনার পর থেকে এলাকায় আতঙ্ক বিরাজ করছে। পুলিশ জানিয়েছে, দোষীদের আইনের আওতায় আনতে অভিযান অব্যাহত রয়েছে। এ বিষয়ে জানতে চাইলে সংশ্লিষ্ট কর্মকর্তা বলেন, প্রয়োজনীয় ব্যবস্থা নেওয়া হবে এবং তদন্ত শেষে বিস্তারিত জানানো হবে। তিনি বলেন, পরিস্থিতি এখন স্বাভাবিক রয়েছে এবং সংশ্লিষ্ট কর্তৃপক্ষ বিষয়টি খতিয়ে দেখছে। স্থানীয় বাসিন্দারা জানান, ঘটনার পর থেকে এলাকায় আতঙ্ক বিরাজ করছে। পুলিশ জানিয়েছে, দোষীদের আইনের আওতায় আনতে অভিযান অব্যাহত রয়েছে। এ বিষয়ে জানতে চাইলে সংশ্লিষ্ট কর্মকর্তা বলেন, প্রয়োজনীয় ব্যবস্থা নেওয়া হবে এবং তদন্ত শেষে বিস্তারিত জানানো হবে। তিনি বলেন, পরিস্থিতি এখন স্বাভাবিক রয়েছে এবং সংশ্লিষ্ট কর্তৃপক্ষ বিষয়টি খতিয়ে দেখছে। স্থানীয় বাসিন্দারা জানান, ঘটনার পর থেকে এলাকায় আতঙ্ক বিরাজ করছে। পুলিশ জানিয়েছে, দোষীদের আইনের আওতায় আনতে অভিযান অব্যাহত রয়েছে। এ বিষয়ে জানতে চাইলে সংশ্লিষ্ট কর্মকর্তা বলেন, প্রয়োজনীয় ব্যবস্থা নেওয়া হবে এবং তদন্ত শেষে বিস্তারিত জানানো হবে। তিনি বলেন, পরিস্থিতি এখন স্বাভাবিক রয়েছে এবং সংশ্লিষ্ট কর্তৃপক্ষ বিষয়টি খতিয়ে দেখছে। স্থানীয় বাসিন্দারা জানান, ঘটনার পর থেকে এলাকায় আতঙ্ক বিরাজ করছে। পুলিশ জানিয়েছে, দোষীদের আইনের আওতায় আনতে অভিযান অব্যাহত রয়েছে। এ বিষয়ে জানতে চাইলে সংশ্লিষ্ট কর্মকর্তা বলেন, প্রয়োজনীয় ব্যবস্থা নেওয়া হবে এবং তদন্ত শেষে বিস্তারিত জানানো হবে। তিনি xyxy=(1064,608,1394,938)
article-headline[interactable]: খুলনায় বাড়ি থেকে ডেকে xyxy=(420,1593,634,1618)
article-body: তিনি বলেন, পরিস্থিতি এখন স্বাভাবিক রয়েছে এবং সংশ্লিষ্ট কর্তৃপক্ষ বিষয়টি খতিয়ে দেখছে। স্থানীয় বাসিন্দারা জানান, ঘটনার পর থেকে এলাকায় আতঙ্ক বিরাজ করছে। পুলিশ জানিয়েছে, দোষীদের আইনের আওতায় আনতে অভিযান অব্যাহত রয়েছে। এ বিষয়ে জানতে চাইলে সংশ্লিষ্ট কর্মকর্তা বলেন, প্রয়োজনীয় ব্যবস্থা নেওয়া হবে এবং তদন্ত শেষে বিস্তারিত জানানো হবে। তিনি বলেন, পরিস্থিতি এখন স্বাভাবিক রয়েছে এবং সংশ্লিষ্ট কর্তৃপক্ষ বিষয়টি খতিয়ে দেখছে। স্থানীয় বাসিন্দারা জানান, ঘটনার পর থেকে এলাকায় আতঙ্ক বিরাজ করছে। পুলিশ জানিয়েছে, দোষীদের আইনের আওতায় আনতে অভিযান অব্যাহত রয়েছে। এ বিষয়ে জানতে চাইলে সংশ্লিষ্ট কর্মকর্তা বলেন, প্রয়োজনীয় ব্যবস্থা নেওয়া হবে এবং তদন্ত শেষে বিস্তারিত জানানো হবে। তিনি বলেন, পরিস্থিতি এখন স্বাভাবিক রয়েছে এবং সংশ্লিষ্ট কর্তৃপক্ষ বিষয়টি খতিয়ে দেখছে। স্থানীয় বাসিন্দারা জানান, ঘটনার পর থেকে এলাকায় আতঙ্ক বিরাজ করছে। পুলিশ জানিয়েছে, দোষীদের আইনের আওতায় আনতে অভিযান অব্যাহত রয়েছে। এ বিষয়ে জানতে চাইলে সংশ্লিষ্ট কর্মকর্তা বলেন, প্রয়োজনীয় ব্যবস্থা নেওয়া হবে এবং তদন্ত শেষে বিস্তারিত জানানো হবে। তিনি বলেন, পরিস্থিতি এখন স্বাভাবিক রয়েছে এবং সংশ্লিষ্ট কর্তৃপক্ষ বিষয়টি খতিয়ে দেখছে। স্থানীয় বাসিন্দারা জানান, ঘটনার পর থেকে এলাকায় আতঙ্ক বিরাজ করছে। পুলিশ জানিয়েছে, দোষীদের আইনের আওতায় আনতে অভিযান অব্যাহত রয়েছে। এ বিষয়ে জানতে চাইলে সংশ্লিষ্ট কর্মকর্তা বলেন, প্রয়োজনীয় ব্যবস্থা নেওয়া হবে এবং তদন্ত শেষে বিস্তারিত জানানো হবে। তিনি বলেন, পরিস্থিতি এখন স্বাভাবিক রয়েছে এবং সংশ্লিষ্ট কর্তৃপক্ষ বিষয়টি খতিয়ে দেখছে। স্থানীয় বাসিন্দারা জানান, ঘটনার পর থেকে এলাকায় আতঙ্ক বিরাজ করছে। পুলিশ জানিয়েছে, দোষীদের আইনের আওতায় আনতে অভিযান অব্যাহত রয়েছে। এ বিষয়ে জানতে চাইলে সংশ্লিষ্ট কর্মকর্তা বলেন, প্রয়োজনীয় ব্যবস্থা নেওয়া হবে এবং তদন্ত শেষে বিস্তারিত জানানো হবে। তিনি বলেন, পরিস্থিতি এখন স্বাভাবিক রয়েছে এবং সংশ্লিষ্ট কর্তৃপক্ষ বিষয়টি খতিয়ে দেখছে। স্থানীয় বাসিন্দারা জানান, ঘটনার পর থেকে এলাকায় আতঙ্ক বিরাজ করছে। পুলিশ জানিয়েছে, দোষীদের আইনের আওতায় আনতে অভিযান অব্যাহত রয়েছে। এ বিষয়ে জানতে চাইলে সংশ্লিষ্ট কর্মকর্তা বলেন, প্রয়োজনীয় ব্যবস্থা নেওয়া হবে এবং তদন্ত শেষে বিস্তারিত জানানো হবে। তিনি বলেন, পরিস্থিতি এখন স্বাভাবিক রয়েছে এবং সংশ্লিষ্ট কর্তৃপক্ষ বিষয়টি খতিয়ে দেখছে। স্থানীয় বাসিন্দারা জানান, ঘটনার পর থেকে এলাকায় আতঙ্ক বিরাজ করছে। পুলিশ জানিয়েছে, দোষীদের আইনের আওতায় আনতে অভিযান অব্যাহত রয়েছে। এ বিষয়ে জানতে চাইলে সংশ্লিষ্ট কর্মকর্তা বলেন xyxy=(8,1868,344,2407)
article xyxy=(8,1841,344,2408)
